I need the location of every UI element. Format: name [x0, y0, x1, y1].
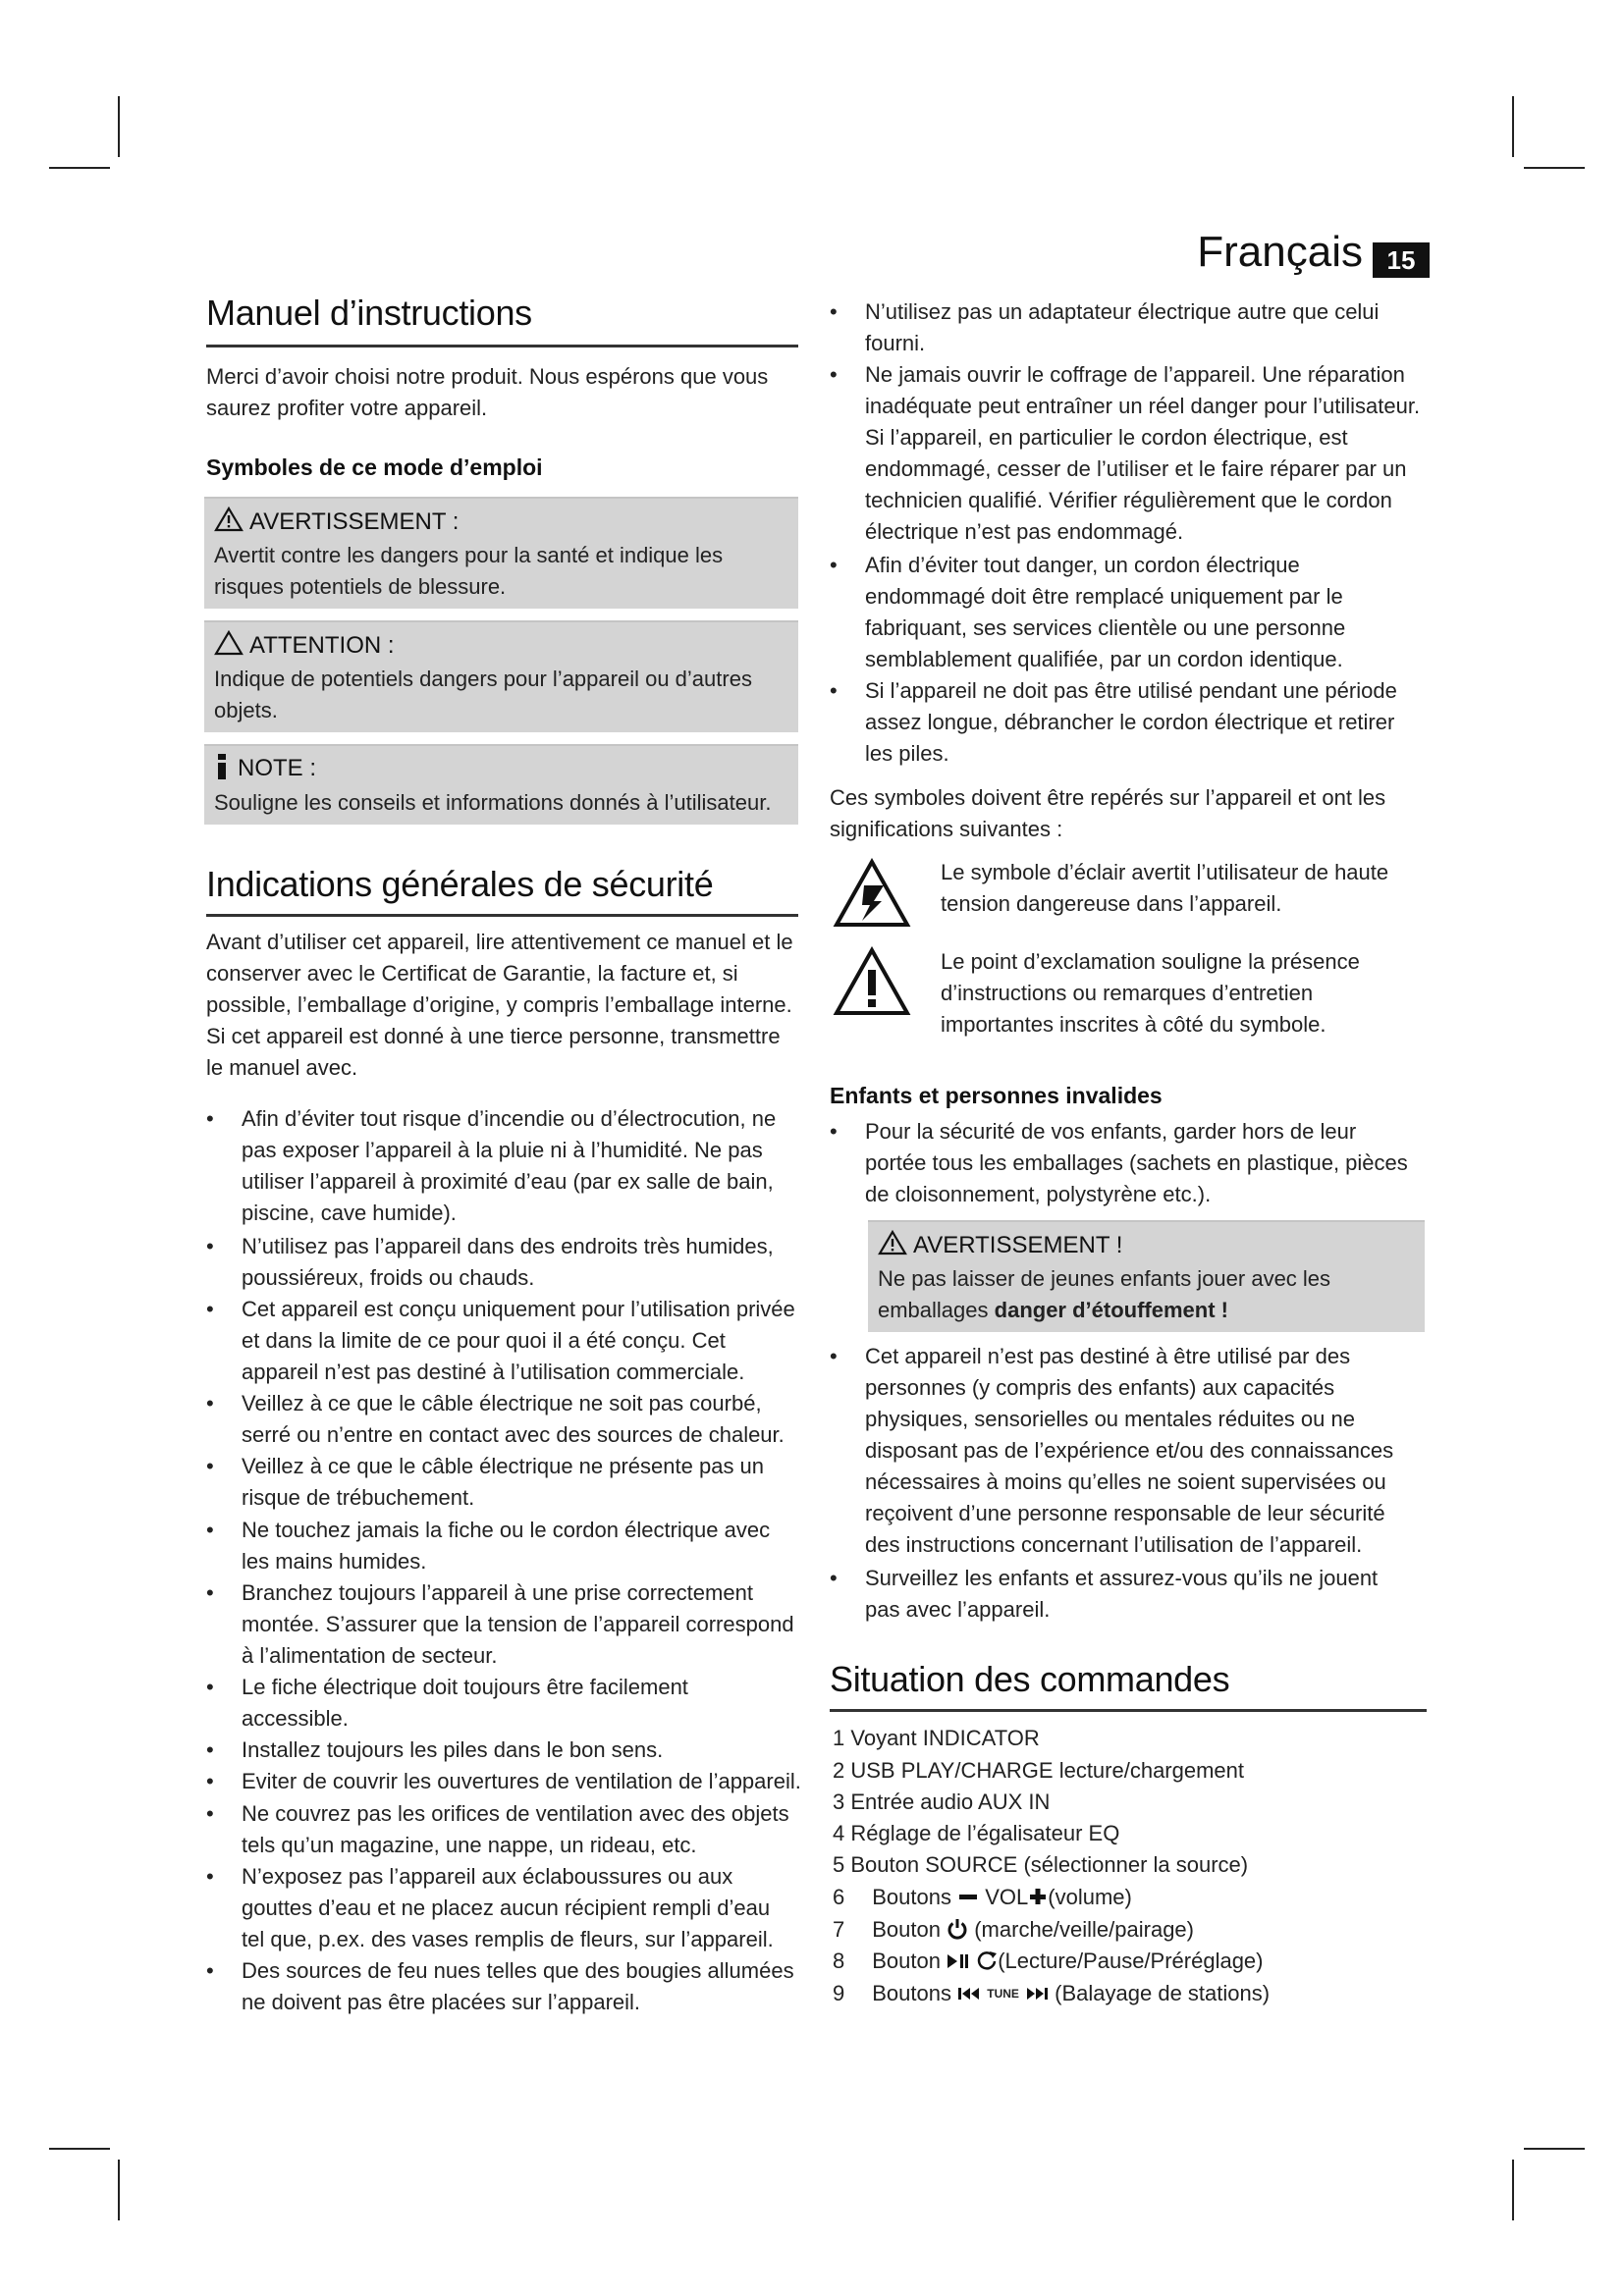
crop-mark	[118, 2160, 120, 2220]
skip-forward-icon	[1025, 1986, 1049, 2002]
children-heading: Enfants et personnes invalides	[830, 1083, 1163, 1108]
crop-mark	[1512, 96, 1514, 157]
caution-triangle-icon	[214, 630, 244, 656]
control-item: 4 Réglage de l’égalisateur EQ	[833, 1821, 1120, 1845]
manual-title: Manuel d’instructions	[206, 293, 532, 333]
control-item: 2 USB PLAY/CHARGE lecture/chargement	[833, 1758, 1245, 1783]
note-text: Souligne les conseils et informations donnés à l’utilisateur.	[214, 790, 772, 815]
warning-triangle-icon	[878, 1230, 907, 1255]
exclamation-warning-icon	[833, 946, 911, 1017]
attention-box	[204, 620, 798, 732]
power-icon	[947, 1918, 968, 1940]
safety-title: Indications générales de sécurité	[206, 864, 714, 904]
note-title: NOTE :	[214, 754, 316, 782]
control-item: 9 Boutons TUNE (Balayage de stations)	[833, 1981, 1271, 2005]
control-item: 7 Bouton (marche/veille/pairage)	[833, 1917, 1194, 1942]
control-item: 5 Bouton SOURCE (sélectionner la source)	[833, 1852, 1249, 1877]
title-rule	[206, 345, 798, 347]
crop-mark	[49, 2148, 110, 2150]
minus-icon	[957, 1887, 979, 1906]
note-box	[204, 744, 798, 825]
warning-text: Avertit contre les dangers pour la santé et indique les risques potentiels de blessure.	[214, 543, 724, 599]
crop-mark	[1524, 2148, 1585, 2150]
plus-icon	[1028, 1887, 1048, 1906]
crop-mark	[118, 96, 120, 157]
safety-intro: Avant d’utiliser cet appareil, lire attentivement ce manuel et le conserver avec le Certificat de Garantie, la facture et, si possible, l’emballage d’origine, y compris l’emballage interne. Si cet appareil est donné à une tierce personne, transmettre le manuel avec.	[206, 930, 793, 1080]
warning-triangle-icon	[214, 507, 244, 532]
skip-back-icon	[957, 1986, 981, 2002]
child-warning-text: Ne pas laisser de jeunes enfants jouer avec les emballages danger d’étouffement !	[878, 1266, 1331, 1322]
control-item: 6 Boutons VOL (volume)	[833, 1885, 1132, 1909]
warning-box	[204, 497, 798, 609]
crop-mark	[49, 167, 110, 169]
control-item: 3 Entrée audio AUX IN	[833, 1789, 1051, 1814]
attention-title: ATTENTION :	[214, 630, 395, 660]
warning-title: AVERTISSEMENT :	[214, 507, 459, 536]
page-number: 15	[1373, 242, 1430, 278]
preset-cycle-icon	[976, 1949, 998, 1971]
page-language: Français	[1197, 228, 1363, 276]
symbols-heading: Symboles de ce mode d’emploi	[206, 454, 543, 480]
intro-text: Merci d’avoir choisi notre produit. Nous espérons que vous saurez profiter votre appareil.	[206, 364, 769, 420]
info-icon	[214, 754, 230, 779]
control-item: 8 Bouton (Lecture/Pause/Préréglage)	[833, 1949, 1264, 1973]
child-warning-title: AVERTISSEMENT !	[878, 1230, 1122, 1259]
controls-rule	[830, 1709, 1427, 1712]
control-item: 1 Voyant INDICATOR	[833, 1726, 1040, 1750]
controls-title: Situation des commandes	[830, 1659, 1230, 1699]
lightning-text: Le symbole d’éclair avertit l’utilisateur de haute tension dangereuse dans l’appareil.	[941, 860, 1389, 916]
safety-rule	[206, 914, 798, 917]
child-warning-box	[868, 1220, 1425, 1332]
symbols-intro: Ces symboles doivent être repérés sur l’appareil et ont les significations suivantes :	[830, 785, 1386, 841]
crop-mark	[1524, 167, 1585, 169]
play-pause-icon	[947, 1952, 970, 1970]
crop-mark	[1512, 2160, 1514, 2220]
exclamation-text: Le point d’exclamation souligne la présence d’instructions ou remarques d’entretien importantes inscrites à côté du symbole.	[941, 949, 1360, 1037]
attention-text: Indique de potentiels dangers pour l’appareil ou d’autres objets.	[214, 667, 752, 722]
lightning-warning-icon	[833, 858, 911, 929]
